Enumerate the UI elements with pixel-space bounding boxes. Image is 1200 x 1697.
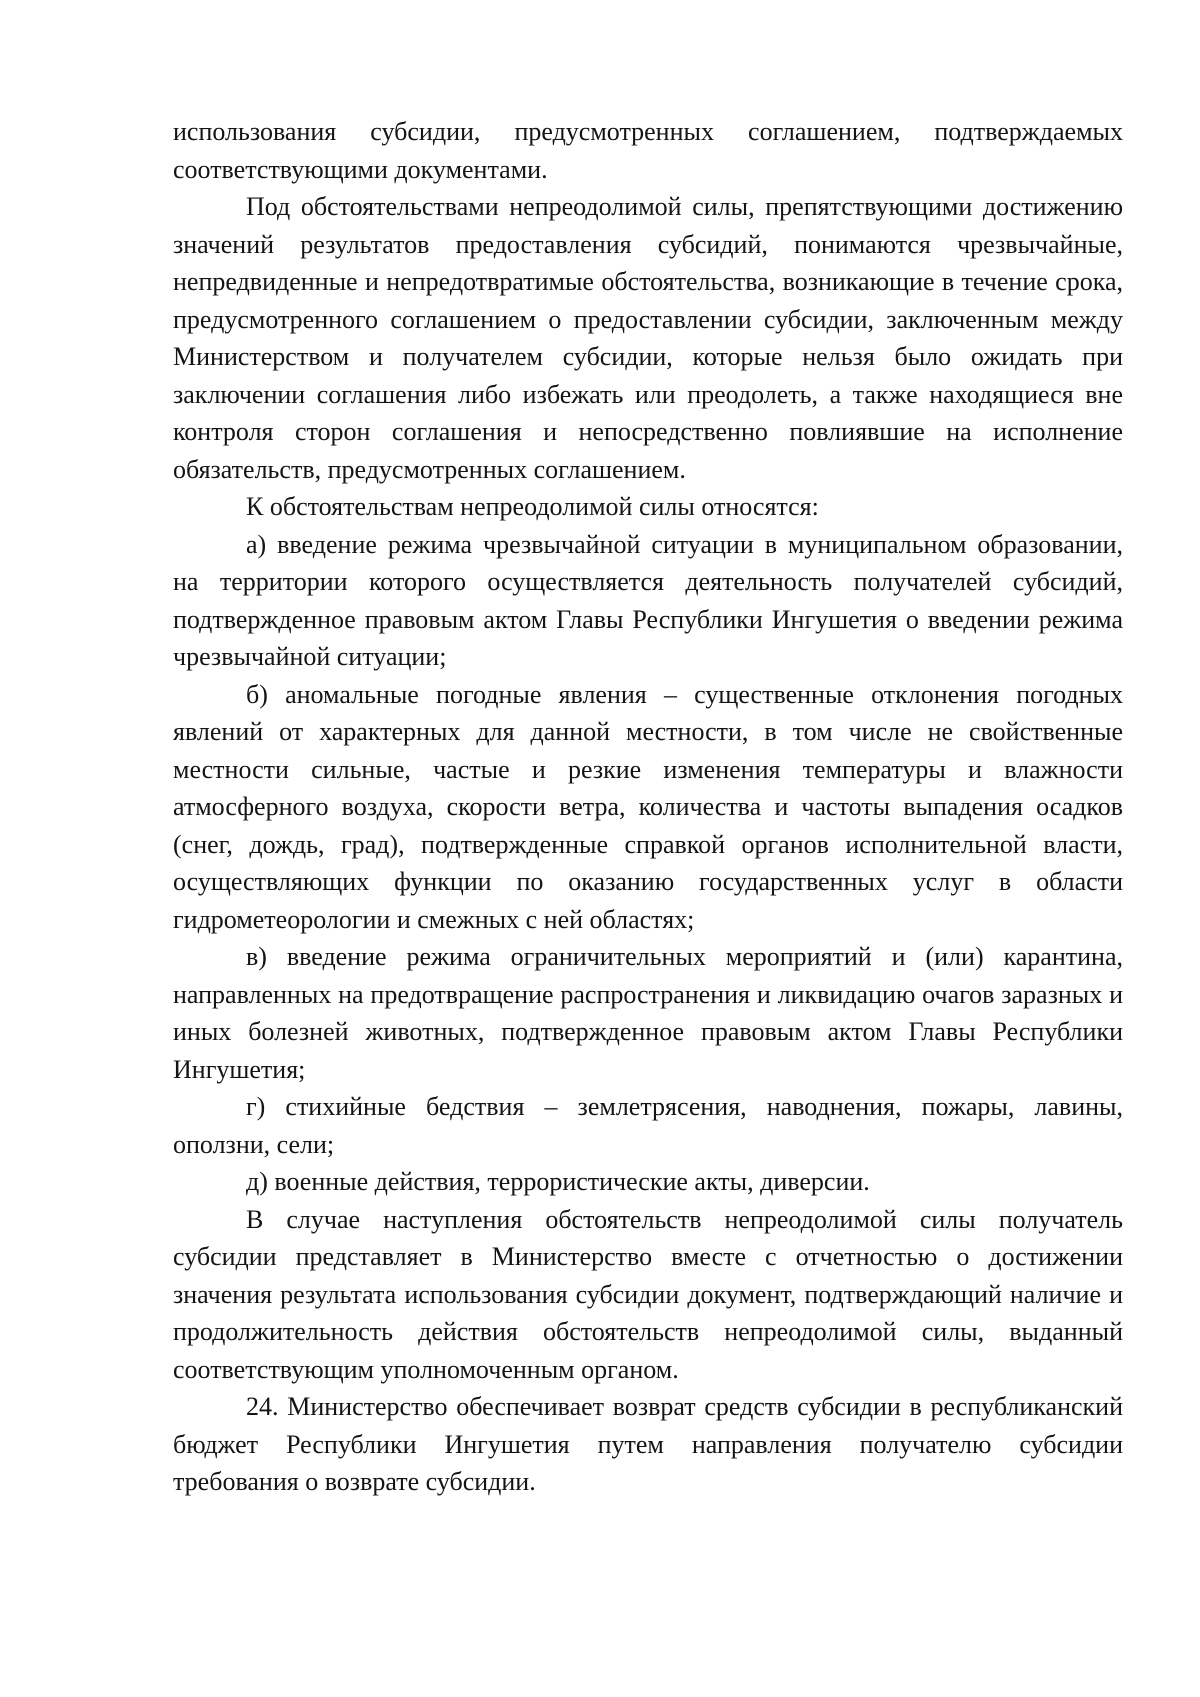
paragraph-continuation: использования субсидии, предусмотренных соглашением, подтверждаемых соответствующими документами.	[173, 117, 1123, 184]
paragraph-force-majeure-list-intro: К обстоятельствам непреодолимой силы относятся:	[246, 492, 819, 521]
list-item-d-military: д) военные действия, террористические акты, диверсии.	[246, 1167, 870, 1196]
paragraph-item-24-refund: 24. Министерство обеспечивает возврат средств субсидии в республиканский бюджет Республики Ингушетия путем направления получателю субсидии требования о возврате субсидии.	[173, 1392, 1123, 1496]
list-item-v-quarantine: в) введение режима ограничительных мероприятий и (или) карантина, направленных на предотвращение распространения и ликвидацию очагов заразных и иных болезней животных, подтвержденное правовым актом Главы Республики Ингушетия;	[173, 942, 1123, 1084]
document-body	[173, 113, 1123, 1501]
paragraph-force-majeure-documents: В случае наступления обстоятельств непреодолимой силы получатель субсидии представляет в Министерство вместе с отчетностью о достижении значения результата использования субсидии документ, подтверждающий наличие и продолжительность действия обстоятельств непреодолимой силы, выданный соответствующим уполномоченным органом.	[173, 1204, 1123, 1384]
list-item-a-emergency: а) введение режима чрезвычайной ситуации в муниципальном образовании, на территории которого осуществляется деятельность получателей субсидий, подтвержденное правовым актом Главы Республики Ингушетия о введении режима чрезвычайной ситуации;	[173, 529, 1123, 671]
list-item-g-disasters: г) стихийные бедствия – землетрясения, наводнения, пожары, лавины, оползни, сели;	[173, 1092, 1123, 1159]
list-item-b-weather: б) аномальные погодные явления – существенные отклонения погодных явлений от характерных для данной местности, в том числе не свойственные местности сильные, частые и резкие изменения температуры и влажности атмосферного воздуха, скорости ветра, количества и частоты выпадения осадков (снег, дождь, град), подтвержденные справкой органов исполнительной власти, осуществляющих функции по оказанию государственных услуг в области гидрометеорологии и смежных с ней областях;	[173, 679, 1123, 934]
paragraph-force-majeure-definition: Под обстоятельствами непреодолимой силы, препятствующими достижению значений результатов предоставления субсидий, понимаются чрезвычайные, непредвиденные и непредотвратимые обстоятельства, возникающие в течение срока, предусмотренного соглашением о предоставлении субсидии, заключенным между Министерством и получателем субсидии, которые нельзя было ожидать при заключении соглашения либо избежать или преодолеть, а также находящиеся вне контроля сторон соглашения и непосредственно повлиявшие на исполнение обязательств, предусмотренных соглашением.	[173, 192, 1123, 484]
